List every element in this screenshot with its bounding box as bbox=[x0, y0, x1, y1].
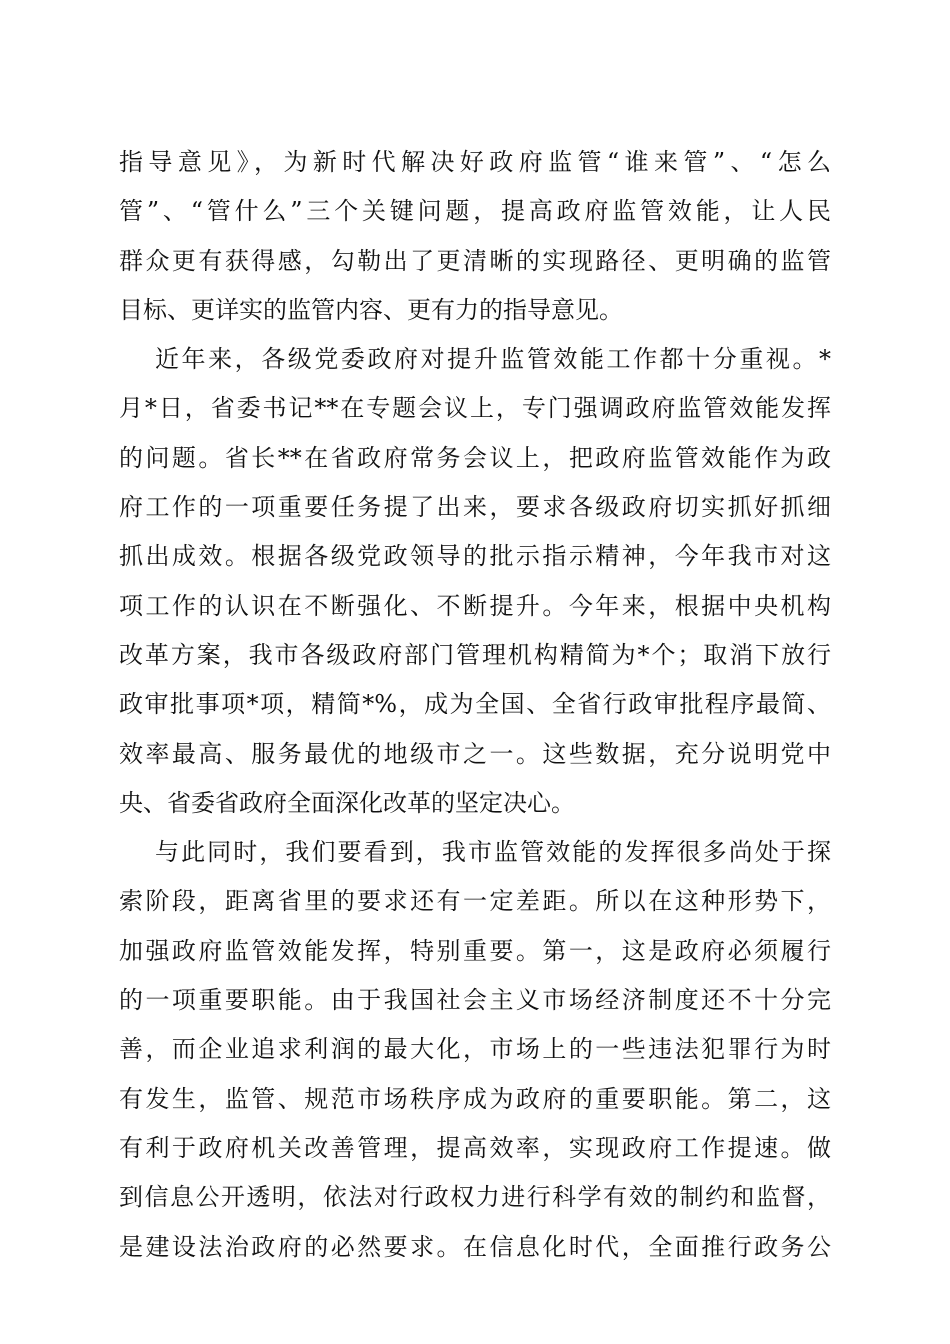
text-line: 是建设法治政府的必然要求。在信息化时代，全面推行政务公 bbox=[119, 1232, 831, 1261]
paragraph-start-line: 与此同时，我们要看到，我市监管效能的发挥很多尚处于探 bbox=[155, 838, 831, 867]
text-line: 政审批事项*项，精简*%，成为全国、全省行政审批程序最简、 bbox=[119, 690, 831, 719]
text-line: 项工作的认识在不断强化、不断提升。今年来，根据中央机构 bbox=[119, 591, 831, 620]
text-line: 月*日，省委书记**在专题会议上，专门强调政府监管效能发挥 bbox=[119, 394, 831, 423]
text-line: 善，而企业追求利润的最大化，市场上的一些违法犯罪行为时 bbox=[119, 1035, 831, 1064]
text-line: 有利于政府机关改善管理，提高效率，实现政府工作提速。做 bbox=[119, 1133, 831, 1162]
text-line: 效率最高、服务最优的地级市之一。这些数据，充分说明党中 bbox=[119, 739, 831, 768]
text-line: 目标、更详实的监管内容、更有力的指导意见。 bbox=[119, 295, 623, 324]
text-line: 府工作的一项重要任务提了出来，要求各级政府切实抓好抓细 bbox=[119, 493, 831, 522]
body-text bbox=[119, 138, 831, 1272]
text-line: 抓出成效。根据各级党政领导的批示指示精神，今年我市对这 bbox=[119, 542, 831, 571]
text-line: 索阶段，距离省里的要求还有一定差距。所以在这种形势下， bbox=[119, 887, 831, 916]
text-line: 有发生，监管、规范市场秩序成为政府的重要职能。第二，这 bbox=[119, 1084, 831, 1113]
text-line: 指导意见》，为新时代解决好政府监管“谁来管”、“怎么 bbox=[119, 148, 831, 176]
text-line: 改革方案，我市各级政府部门管理机构精简为*个；取消下放行 bbox=[119, 640, 831, 669]
text-line: 央、省委省政府全面深化改革的坚定决心。 bbox=[119, 788, 575, 817]
text-line: 到信息公开透明，依法对行政权力进行科学有效的制约和监督， bbox=[119, 1183, 831, 1212]
text-line: 群众更有获得感，勾勒出了更清晰的实现路径、更明确的监管 bbox=[119, 246, 831, 275]
text-line: 的问题。省长**在省政府常务会议上，把政府监管效能作为政 bbox=[119, 443, 831, 472]
text-line: 的一项重要职能。由于我国社会主义市场经济制度还不十分完 bbox=[119, 986, 831, 1015]
text-line: 管”、“管什么”三个关键问题，提高政府监管效能，让人民 bbox=[119, 197, 831, 226]
text-line: 加强政府监管效能发挥，特别重要。第一，这是政府必须履行 bbox=[119, 936, 831, 965]
paragraph-start-line: 近年来，各级党委政府对提升监管效能工作都十分重视。* bbox=[155, 345, 831, 374]
